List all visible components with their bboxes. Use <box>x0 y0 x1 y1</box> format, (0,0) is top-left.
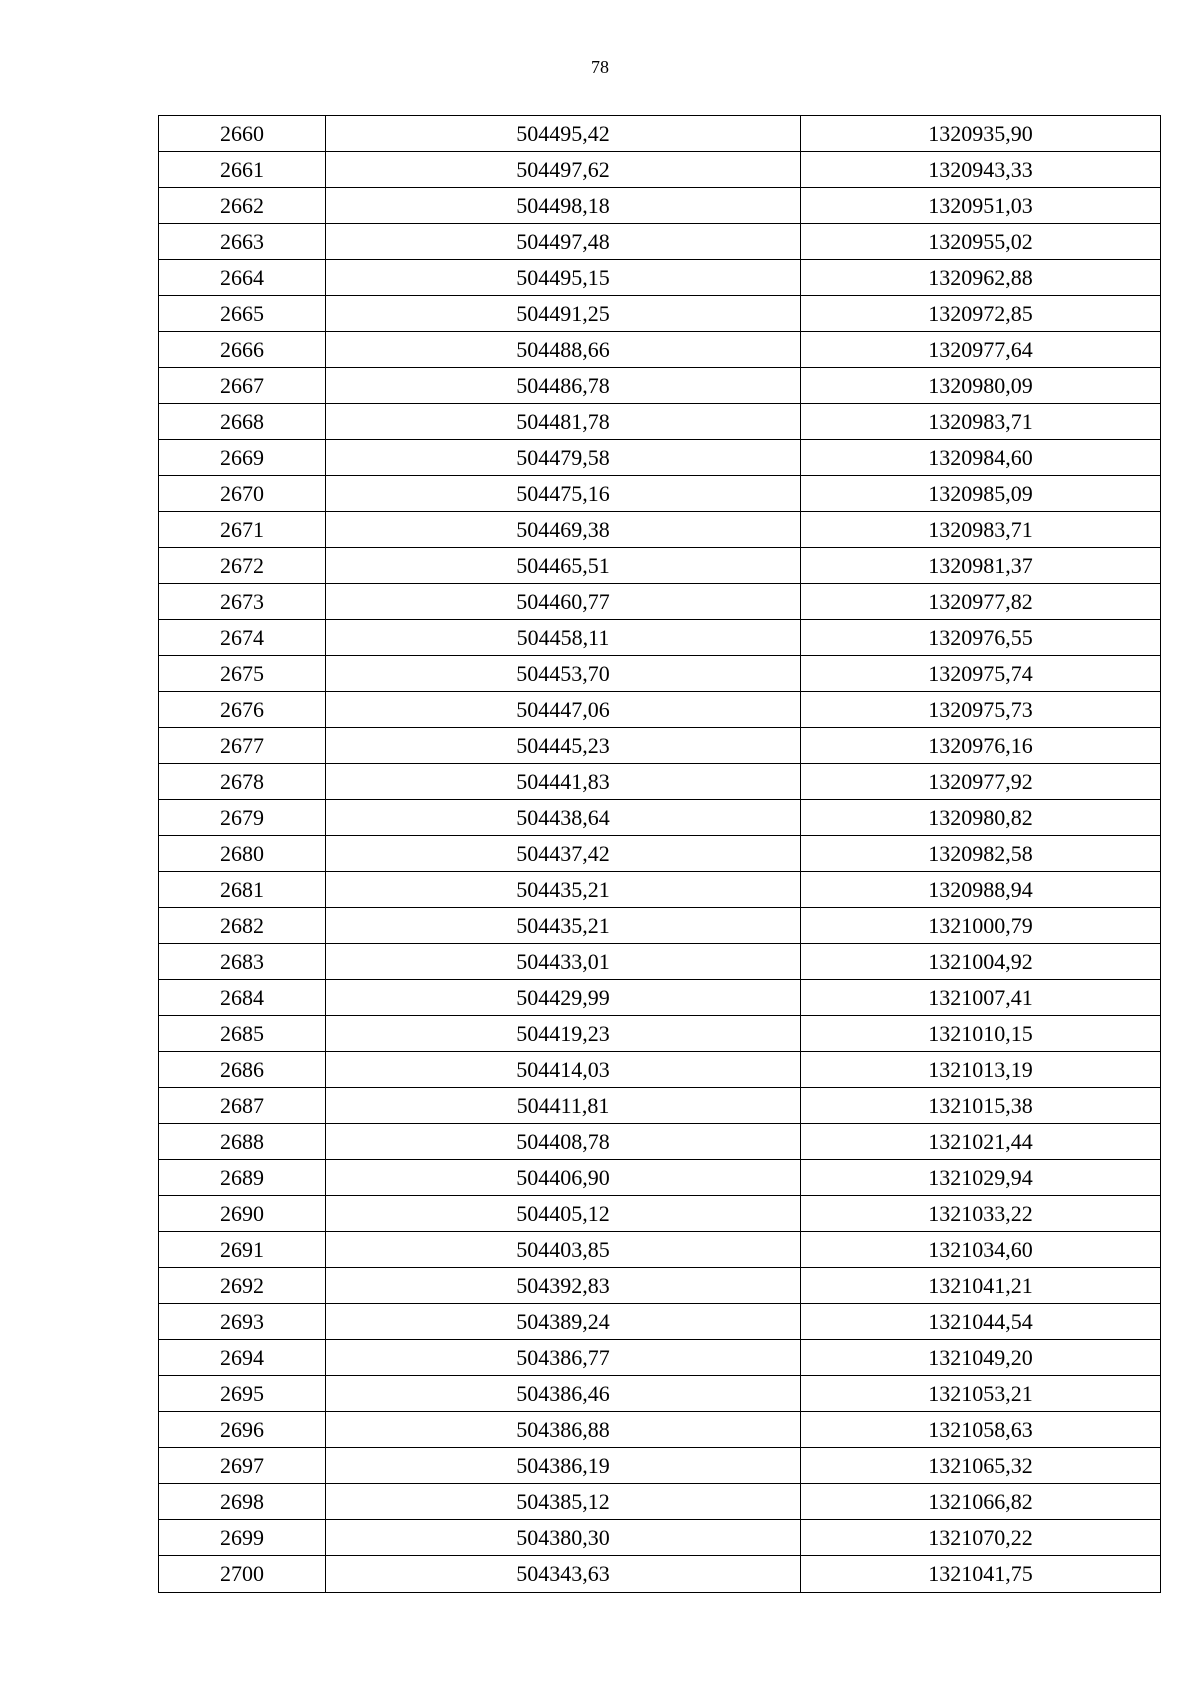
y-coordinate-cell: 1320977,64 <box>801 332 1161 368</box>
x-coordinate-cell: 504458,11 <box>326 620 801 656</box>
table-row <box>159 476 1161 512</box>
x-coordinate-cell: 504406,90 <box>326 1160 801 1196</box>
x-coordinate-cell: 504343,63 <box>326 1556 801 1593</box>
table-row <box>159 1196 1161 1232</box>
y-coordinate-cell: 1321049,20 <box>801 1340 1161 1376</box>
table-row <box>159 656 1161 692</box>
y-coordinate-cell: 1321033,22 <box>801 1196 1161 1232</box>
x-coordinate-cell: 504438,64 <box>326 800 801 836</box>
y-coordinate-cell: 1320962,88 <box>801 260 1161 296</box>
point-number-cell: 2664 <box>159 260 326 296</box>
x-coordinate-cell: 504385,12 <box>326 1484 801 1520</box>
x-coordinate-cell: 504411,81 <box>326 1088 801 1124</box>
table-row <box>159 1088 1161 1124</box>
y-coordinate-cell: 1321015,38 <box>801 1088 1161 1124</box>
x-coordinate-cell: 504479,58 <box>326 440 801 476</box>
x-coordinate-cell: 504414,03 <box>326 1052 801 1088</box>
y-coordinate-cell: 1320980,82 <box>801 800 1161 836</box>
y-coordinate-cell: 1320982,58 <box>801 836 1161 872</box>
x-coordinate-cell: 504488,66 <box>326 332 801 368</box>
table-row <box>159 1052 1161 1088</box>
y-coordinate-cell: 1321065,32 <box>801 1448 1161 1484</box>
table-row <box>159 908 1161 944</box>
point-number-cell: 2689 <box>159 1160 326 1196</box>
point-number-cell: 2697 <box>159 1448 326 1484</box>
y-coordinate-cell: 1320955,02 <box>801 224 1161 260</box>
table-row <box>159 1124 1161 1160</box>
y-coordinate-cell: 1321044,54 <box>801 1304 1161 1340</box>
point-number-cell: 2661 <box>159 152 326 188</box>
x-coordinate-cell: 504433,01 <box>326 944 801 980</box>
x-coordinate-cell: 504486,78 <box>326 368 801 404</box>
y-coordinate-cell: 1321041,21 <box>801 1268 1161 1304</box>
table-row <box>159 404 1161 440</box>
y-coordinate-cell: 1320985,09 <box>801 476 1161 512</box>
x-coordinate-cell: 504495,42 <box>326 116 801 152</box>
point-number-cell: 2678 <box>159 764 326 800</box>
x-coordinate-cell: 504460,77 <box>326 584 801 620</box>
x-coordinate-cell: 504465,51 <box>326 548 801 584</box>
table-row <box>159 296 1161 332</box>
table-row <box>159 440 1161 476</box>
point-number-cell: 2682 <box>159 908 326 944</box>
table-row <box>159 800 1161 836</box>
table-row <box>159 1160 1161 1196</box>
y-coordinate-cell: 1321000,79 <box>801 908 1161 944</box>
table-row <box>159 944 1161 980</box>
x-coordinate-cell: 504380,30 <box>326 1520 801 1556</box>
x-coordinate-cell: 504429,99 <box>326 980 801 1016</box>
y-coordinate-cell: 1321021,44 <box>801 1124 1161 1160</box>
point-number-cell: 2677 <box>159 728 326 764</box>
table-row <box>159 1376 1161 1412</box>
x-coordinate-cell: 504405,12 <box>326 1196 801 1232</box>
point-number-cell: 2671 <box>159 512 326 548</box>
y-coordinate-cell: 1321029,94 <box>801 1160 1161 1196</box>
x-coordinate-cell: 504386,46 <box>326 1376 801 1412</box>
point-number-cell: 2695 <box>159 1376 326 1412</box>
point-number-cell: 2700 <box>159 1556 326 1593</box>
y-coordinate-cell: 1320983,71 <box>801 404 1161 440</box>
y-coordinate-cell: 1320975,74 <box>801 656 1161 692</box>
y-coordinate-cell: 1321066,82 <box>801 1484 1161 1520</box>
point-number-cell: 2669 <box>159 440 326 476</box>
table-row <box>159 368 1161 404</box>
table-row <box>159 1448 1161 1484</box>
point-number-cell: 2666 <box>159 332 326 368</box>
point-number-cell: 2676 <box>159 692 326 728</box>
y-coordinate-cell: 1321004,92 <box>801 944 1161 980</box>
x-coordinate-cell: 504386,77 <box>326 1340 801 1376</box>
x-coordinate-cell: 504445,23 <box>326 728 801 764</box>
y-coordinate-cell: 1320981,37 <box>801 548 1161 584</box>
x-coordinate-cell: 504419,23 <box>326 1016 801 1052</box>
table-row <box>159 980 1161 1016</box>
point-number-cell: 2663 <box>159 224 326 260</box>
table-row <box>159 692 1161 728</box>
table-row <box>159 1340 1161 1376</box>
point-number-cell: 2686 <box>159 1052 326 1088</box>
y-coordinate-cell: 1320972,85 <box>801 296 1161 332</box>
table-row <box>159 764 1161 800</box>
table-row <box>159 188 1161 224</box>
table-row <box>159 620 1161 656</box>
point-number-cell: 2685 <box>159 1016 326 1052</box>
y-coordinate-cell: 1320980,09 <box>801 368 1161 404</box>
point-number-cell: 2692 <box>159 1268 326 1304</box>
table-row <box>159 1304 1161 1340</box>
table-row <box>159 512 1161 548</box>
point-number-cell: 2672 <box>159 548 326 584</box>
x-coordinate-cell: 504481,78 <box>326 404 801 440</box>
y-coordinate-cell: 1320983,71 <box>801 512 1161 548</box>
x-coordinate-cell: 504386,88 <box>326 1412 801 1448</box>
table-row <box>159 1268 1161 1304</box>
y-coordinate-cell: 1320976,16 <box>801 728 1161 764</box>
x-coordinate-cell: 504392,83 <box>326 1268 801 1304</box>
table-row <box>159 332 1161 368</box>
x-coordinate-cell: 504498,18 <box>326 188 801 224</box>
table-row <box>159 116 1161 152</box>
y-coordinate-cell: 1321053,21 <box>801 1376 1161 1412</box>
table-row <box>159 1520 1161 1556</box>
x-coordinate-cell: 504437,42 <box>326 836 801 872</box>
point-number-cell: 2675 <box>159 656 326 692</box>
point-number-cell: 2667 <box>159 368 326 404</box>
x-coordinate-cell: 504497,62 <box>326 152 801 188</box>
table-row <box>159 1412 1161 1448</box>
table-row <box>159 1484 1161 1520</box>
x-coordinate-cell: 504469,38 <box>326 512 801 548</box>
point-number-cell: 2696 <box>159 1412 326 1448</box>
y-coordinate-cell: 1320977,82 <box>801 584 1161 620</box>
point-number-cell: 2698 <box>159 1484 326 1520</box>
table-row <box>159 1016 1161 1052</box>
point-number-cell: 2694 <box>159 1340 326 1376</box>
point-number-cell: 2681 <box>159 872 326 908</box>
y-coordinate-cell: 1320935,90 <box>801 116 1161 152</box>
x-coordinate-cell: 504435,21 <box>326 908 801 944</box>
point-number-cell: 2670 <box>159 476 326 512</box>
x-coordinate-cell: 504408,78 <box>326 1124 801 1160</box>
x-coordinate-cell: 504441,83 <box>326 764 801 800</box>
point-number-cell: 2683 <box>159 944 326 980</box>
point-number-cell: 2684 <box>159 980 326 1016</box>
table-row <box>159 548 1161 584</box>
point-number-cell: 2693 <box>159 1304 326 1340</box>
table-row <box>159 872 1161 908</box>
x-coordinate-cell: 504389,24 <box>326 1304 801 1340</box>
point-number-cell: 2688 <box>159 1124 326 1160</box>
point-number-cell: 2660 <box>159 116 326 152</box>
y-coordinate-cell: 1320951,03 <box>801 188 1161 224</box>
table-row <box>159 584 1161 620</box>
y-coordinate-cell: 1321007,41 <box>801 980 1161 1016</box>
point-number-cell: 2673 <box>159 584 326 620</box>
y-coordinate-cell: 1321034,60 <box>801 1232 1161 1268</box>
x-coordinate-cell: 504491,25 <box>326 296 801 332</box>
point-number-cell: 2679 <box>159 800 326 836</box>
coordinates-table <box>158 115 1161 1593</box>
y-coordinate-cell: 1321041,75 <box>801 1556 1161 1593</box>
page-number: 78 <box>591 57 609 77</box>
x-coordinate-cell: 504497,48 <box>326 224 801 260</box>
coordinates-table-body <box>159 116 1161 1593</box>
y-coordinate-cell: 1320975,73 <box>801 692 1161 728</box>
y-coordinate-cell: 1320977,92 <box>801 764 1161 800</box>
point-number-cell: 2662 <box>159 188 326 224</box>
table-row <box>159 728 1161 764</box>
x-coordinate-cell: 504475,16 <box>326 476 801 512</box>
y-coordinate-cell: 1321013,19 <box>801 1052 1161 1088</box>
y-coordinate-cell: 1320984,60 <box>801 440 1161 476</box>
y-coordinate-cell: 1320943,33 <box>801 152 1161 188</box>
y-coordinate-cell: 1321070,22 <box>801 1520 1161 1556</box>
point-number-cell: 2690 <box>159 1196 326 1232</box>
table-row <box>159 1232 1161 1268</box>
y-coordinate-cell: 1320976,55 <box>801 620 1161 656</box>
x-coordinate-cell: 504453,70 <box>326 656 801 692</box>
x-coordinate-cell: 504495,15 <box>326 260 801 296</box>
y-coordinate-cell: 1321058,63 <box>801 1412 1161 1448</box>
y-coordinate-cell: 1320988,94 <box>801 872 1161 908</box>
point-number-cell: 2680 <box>159 836 326 872</box>
x-coordinate-cell: 504403,85 <box>326 1232 801 1268</box>
table-row <box>159 1556 1161 1593</box>
point-number-cell: 2665 <box>159 296 326 332</box>
x-coordinate-cell: 504447,06 <box>326 692 801 728</box>
table-row <box>159 836 1161 872</box>
point-number-cell: 2674 <box>159 620 326 656</box>
table-row <box>159 152 1161 188</box>
table-row <box>159 260 1161 296</box>
point-number-cell: 2699 <box>159 1520 326 1556</box>
y-coordinate-cell: 1321010,15 <box>801 1016 1161 1052</box>
x-coordinate-cell: 504386,19 <box>326 1448 801 1484</box>
point-number-cell: 2668 <box>159 404 326 440</box>
point-number-cell: 2691 <box>159 1232 326 1268</box>
table-row <box>159 224 1161 260</box>
point-number-cell: 2687 <box>159 1088 326 1124</box>
x-coordinate-cell: 504435,21 <box>326 872 801 908</box>
